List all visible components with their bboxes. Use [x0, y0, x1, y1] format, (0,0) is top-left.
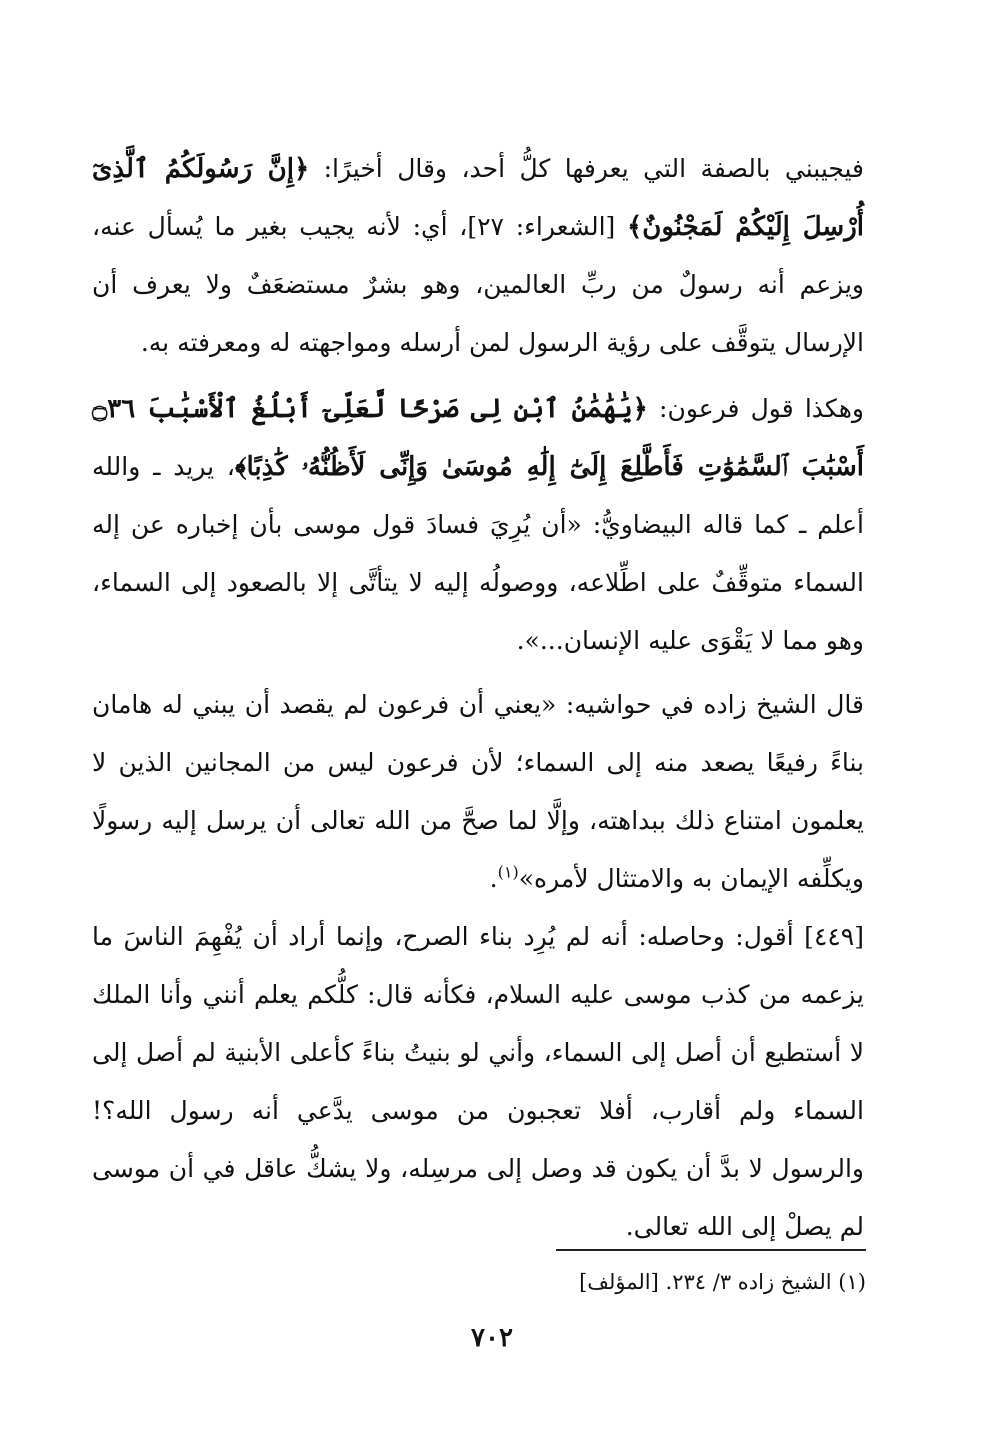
paragraph-1-text-1: فيجيبني بالصفة التي يعرفها كلُّ أحد، وقال أخيرًا: — [309, 154, 864, 183]
paragraph-2 — [92, 380, 864, 670]
paragraph-1-text-2: [الشعراء: ٢٧]، أي: لأنه يجيب بغير ما يُسأل عنه، ويزعم أنه رسولٌ من ربِّ العالمين، وهو بشرٌ مستضعَفٌ ولا يعرف أن الإرسال يتوقَّف على رؤية الرسول لمن أرسله ومواجهته له ومعرفته به. — [92, 212, 864, 357]
footnote: (١) الشيخ زاده ٣/ ٢٣٤. [المؤلف] — [579, 1270, 866, 1294]
quran-verse-1: ﴿إِنَّ رَسُولَكُمُ ٱلَّذِىٓ أُرْسِلَ إِلَيْكُمْ لَمَجْنُونٌ﴾ — [92, 154, 864, 242]
quran-verse-2: ﴿يَٰهَٰمَٰنُ ٱبْنِ لِى صَرْحًا لَّعَلِّىٓ أَبْلُغُ ٱلْأَسْبَٰبَ ۝٣٦ أَسْبَٰبَ ٱلسَّمَٰوَٰتِ فَأَطَّلِعَ إِلَىٰٓ إِلَٰهِ مُوسَىٰ وَإِنِّى لَأَظُنُّهُۥ كَٰذِبًا﴾ — [92, 394, 864, 482]
paragraph-1 — [92, 140, 864, 372]
paragraph-3 — [92, 676, 864, 908]
paragraph-2-text-2: ، يريد ـ والله أعلم ـ كما قاله البيضاويُّ: «أن يُرِيَ فسادَ قول موسى بأن إخباره عن إله السماء متوقِّفٌ على اطِّلاعه، ووصولُه إليه لا يتأتَّى إلا بالصعود إلى السماء، وهو مما لا يَقْوَى عليه الإنسان...». — [92, 452, 864, 655]
footnote-divider — [556, 1249, 866, 1251]
page-number: ٧٠٢ — [471, 1323, 513, 1353]
paragraph-4-text-1: [٤٤٩] أقول: وحاصله: أنه لم يُرِد بناء الصرح، وإنما أراد أن يُفْهِمَ الناسَ ما يزعمه من كذب موسى عليه السلام، فكأنه قال: كلُّكم يعلم أنني وأنا الملك لا أستطيع أن أصل إلى السماء، وأني لو بنيتُ بناءً كأعلى الأبنية لم أصل إلى السماء ولم أقارب، أفلا تعجبون من موسى يدَّعي أنه رسول الله؟! والرسول لا بدَّ أن يكون قد وصل إلى مرسِله، ولا يشكُّ عاقل في أن موسى لم يصلْ إلى الله تعالى. — [92, 922, 864, 1241]
paragraph-4 — [92, 908, 864, 1256]
paragraph-2-text-1: وهكذا قول فرعون: — [647, 394, 864, 423]
footnote-reference: (١) — [497, 862, 519, 882]
paragraph-3-text-2: . — [489, 864, 498, 893]
paragraph-3-text-1: قال الشيخ زاده في حواشيه: «يعني أن فرعون لم يقصد أن يبني له هامان بناءً رفيعًا يصعد منه إلى السماء؛ لأن فرعون ليس من المجانين الذين لا يعلمون امتناع ذلك ببداهته، وإلَّا لما صحَّ من الله تعالى أن يرسل إليه رسولًا ويكلِّفه الإيمان به والامتثال لأمره» — [92, 690, 864, 893]
